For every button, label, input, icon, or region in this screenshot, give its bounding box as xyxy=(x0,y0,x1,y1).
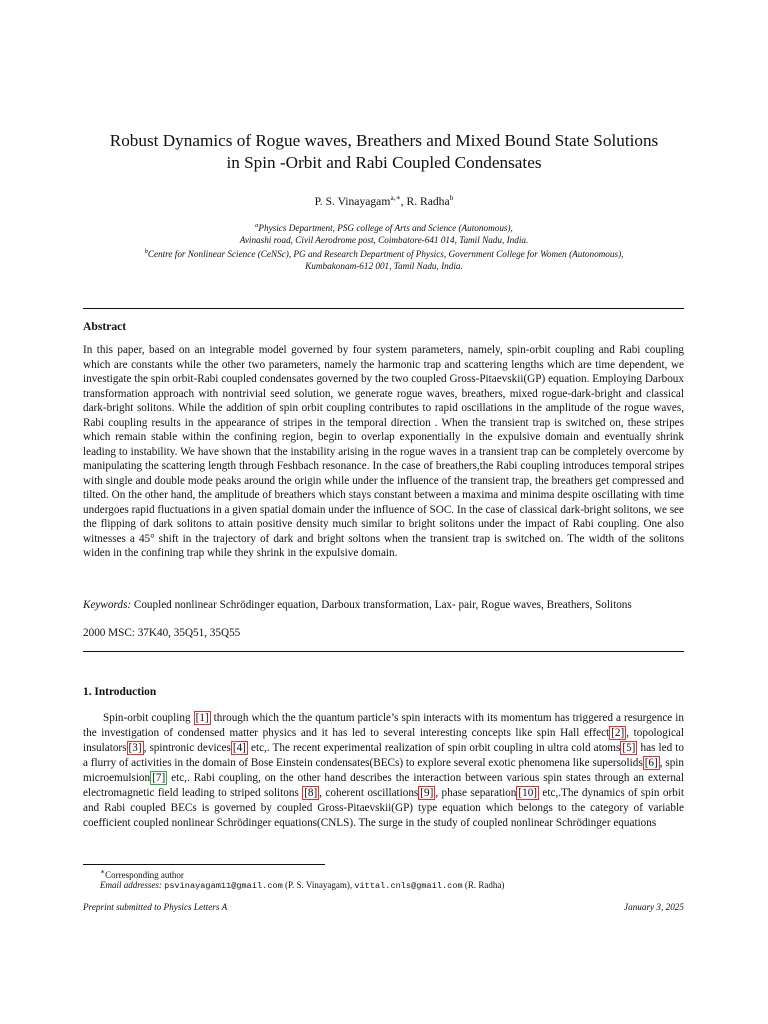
msc-codes: 2000 MSC: 37K40, 35Q51, 35Q55 xyxy=(83,627,241,639)
intro-text: etc,. Rabi coupling, on the other hand describes the interaction between various spin states through an external electromagnetic field leading to striped solitons xyxy=(83,772,684,799)
abstract-bottom-rule xyxy=(83,651,684,652)
footnote-corresponding xyxy=(100,867,184,880)
footnote-emails xyxy=(100,880,504,891)
keywords-label: Keywords: xyxy=(83,599,132,611)
keywords-text: Coupled nonlinear Schrödinger equation, Darboux transformation, Lax- pair, Rogue waves, Breathers, Solitons xyxy=(133,599,632,611)
intro-text: , topological insulators xyxy=(83,727,684,754)
citation-link[interactable]: [6] xyxy=(644,757,658,769)
affil-a-sup: a xyxy=(255,222,259,229)
footnote-mark: ∗ xyxy=(100,867,106,876)
affiliations xyxy=(70,220,698,273)
affil-b-line-1: Centre for Nonlinear Science (CeNSc), PG and Research Department of Physics, Government College for Women (Autonomous), xyxy=(147,249,624,260)
intro-text: etc,. The recent experimental realization of spin orbit coupling in ultra cold atoms xyxy=(247,742,621,754)
citation-link[interactable]: [10] xyxy=(518,787,538,799)
section-heading-introduction: 1. Introduction xyxy=(83,686,157,698)
abstract-text: In this paper, based on an integrable model governed by four system parameters, namely, spin-orbit coupling and Rabi coupling which are constants while the other two parameters, namely the harmonic trap and scattering lengths which are time dependent, we investigate the spin orbit-Rabi coupled condensates governed by the two coupled Gross-Pitaevskii(GP) equation. Employing Darboux transformation approach with nontrivial seed solution, we generate rogue waves, breathers, mixed rogue-dark-bright and classical dark-bright solitons. While the addition of spin orbit coupling contributes to rapid oscillations in the amplitude of the rogue waves, Rabi coupling results in the appearance of stripes in the temporal direction . When the transient trap is switched on, these stripes which remain stable within the confining region, begin to overlap exponentially in the expulsive domain and eventually shrink leading to instability. We have shown that the instability arising in the rogue waves in a transient trap can be completely overcome by manipulating the scattering length through Feshbach resonance. In the case of breathers,the Rabi coupling introduces temporal stripes with single and double mode peaks around the origin while under the influence of the transient trap, the breathers get compressed and tilted. On the other hand, the amplitude of breathers which stays constant between a maxima and minima despite oscillating with time undergoes rapid fluctuations in a given spatial domain under the influence of SOC. In the case of classical dark-bright solitons, we see the flipping of dark solitons to attain positive density much similar to bright solitons under the impact of Rabi coupling. One also witnesses a 45° shift in the trajectory of dark and bright soltons when the transient trap is switched on. The width of the solitons widen in the confining trap while they shrink in the expulsive domain. xyxy=(83,344,684,559)
intro-text: , spin microemulsion xyxy=(83,757,684,784)
intro-text: etc,.The dynamics of spin orbit and Rabi coupled BECs is governed by coupled Gross-Pitaevskii(GP) type equation which belongs to the category of variable coefficient coupled nonlinear Schrödinger equations(CNLS). The surge in the study of coupled nonlinear Schrödinger equations xyxy=(83,787,684,829)
affil-b-line-2: Kumbakonam-612 001, Tamil Nadu, India. xyxy=(305,260,463,271)
citation-link[interactable]: [9] xyxy=(420,787,434,799)
title-line-2: in Spin -Orbit and Rabi Coupled Condensates xyxy=(226,153,542,172)
abstract-top-rule xyxy=(83,308,684,309)
author-1-sup: a,∗ xyxy=(390,193,401,202)
keywords xyxy=(83,598,684,613)
intro-text: Spin-orbit coupling xyxy=(103,712,194,724)
intro-text: , coherent oscillations xyxy=(319,787,419,799)
citation-link[interactable]: [7] xyxy=(152,772,166,784)
intro-text: through which the the quantum particle’s spin interacts with its momentum has triggered a resurgence in the investigation of condensed matter physics and it has led to several interesting concepts like spin Hall effect xyxy=(83,712,684,739)
citation-link[interactable]: [4] xyxy=(232,742,246,754)
email-1-name: (P. S. Vinayagam), xyxy=(282,880,355,890)
email-link-2[interactable]: vittal.cnls@gmail.com xyxy=(354,881,463,891)
email-link-1[interactable]: psvinayagam11@gmail.com xyxy=(164,881,283,891)
preprint-date: January 3, 2025 xyxy=(624,902,684,912)
author-1: P. S. Vinayagam xyxy=(314,194,391,208)
email-2-name: (R. Radha) xyxy=(462,880,505,890)
email-label: Email addresses: xyxy=(100,880,162,890)
citation-link[interactable]: [5] xyxy=(622,742,636,754)
citation-link[interactable]: [1] xyxy=(195,712,209,724)
author-separator: , R. Radha xyxy=(400,194,450,208)
intro-text: has led to a flurry of activities in the domain of Bose Einstein condensates(BECs) to explore several exotic phenomena like supersolids xyxy=(83,742,684,769)
intro-text: , spintronic devices xyxy=(143,742,231,754)
paper-title xyxy=(70,130,698,174)
affil-a-line-1: Physics Department, PSG college of Arts and Science (Autonomous), xyxy=(258,223,513,234)
citation-link[interactable]: [3] xyxy=(128,742,142,754)
citation-link[interactable]: [2] xyxy=(611,727,625,739)
citation-link[interactable]: [8] xyxy=(304,787,318,799)
intro-text: , phase separation xyxy=(435,787,517,799)
abstract-heading: Abstract xyxy=(83,320,127,333)
title-line-1: Robust Dynamics of Rogue waves, Breathers and Mixed Bound State Solutions xyxy=(109,131,659,150)
affil-b-sup: b xyxy=(144,248,148,256)
affil-a-line-2: Avinashi road, Civil Aerodrome post, Coimbatore-641 014, Tamil Nadu, India. xyxy=(239,234,529,245)
preprint-note: Preprint submitted to Physics Letters A xyxy=(83,902,228,912)
introduction-paragraph xyxy=(83,711,684,831)
footnote-corresponding-text: Corresponding author xyxy=(105,870,184,880)
footnote-rule xyxy=(83,864,325,865)
author-list xyxy=(70,193,698,208)
author-2-sup: b xyxy=(449,193,454,202)
